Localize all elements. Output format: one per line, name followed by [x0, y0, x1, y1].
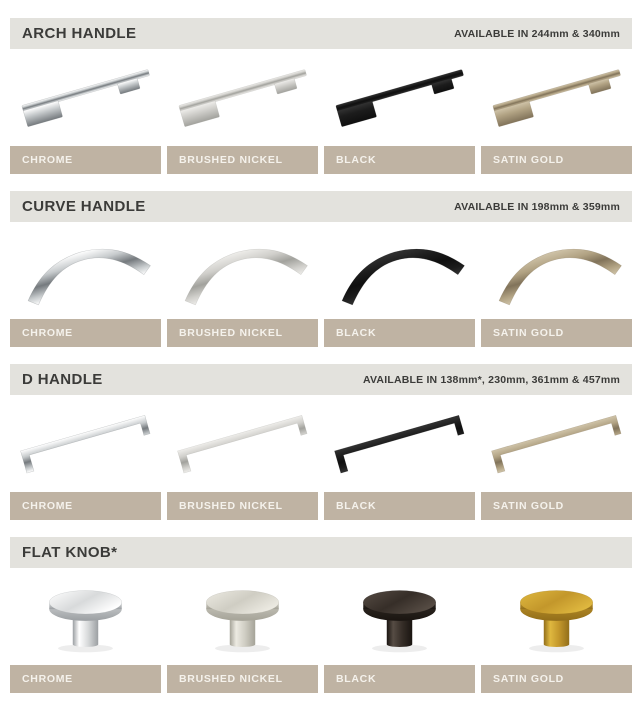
product-cell — [10, 395, 161, 520]
image-knob-chrome — [10, 568, 161, 665]
section-title: ARCH HANDLE — [22, 25, 137, 42]
section-flat-knob — [10, 537, 632, 693]
finish-label: CHROME — [10, 319, 161, 347]
finish-label: CHROME — [10, 492, 161, 520]
image-arch-satin-gold — [481, 49, 632, 146]
availability-text: AVAILABLE IN 198mm & 359mm — [454, 200, 620, 213]
product-cell — [481, 222, 632, 347]
product-cell — [167, 395, 318, 520]
image-arch-chrome — [10, 49, 161, 146]
product-row — [10, 222, 632, 347]
section-header — [10, 364, 632, 395]
section-header — [10, 18, 632, 49]
product-cell — [10, 222, 161, 347]
finish-label: BRUSHED NICKEL — [167, 319, 318, 347]
image-curve-chrome — [10, 222, 161, 319]
section-d-handle — [10, 364, 632, 520]
product-cell — [324, 222, 475, 347]
finish-label: CHROME — [10, 146, 161, 174]
finish-label: CHROME — [10, 665, 161, 693]
section-title: FLAT KNOB* — [22, 544, 118, 561]
product-row — [10, 568, 632, 693]
image-knob-satin-gold — [481, 568, 632, 665]
availability-text: AVAILABLE IN 138mm*, 230mm, 361mm & 457mm — [363, 373, 620, 386]
product-cell — [10, 568, 161, 693]
image-d-brushed-nickel — [167, 395, 318, 492]
image-arch-brushed-nickel — [167, 49, 318, 146]
product-cell — [481, 568, 632, 693]
product-cell — [167, 222, 318, 347]
section-header — [10, 191, 632, 222]
product-cell — [481, 49, 632, 174]
finish-label: SATIN GOLD — [481, 319, 632, 347]
section-arch-handle — [10, 18, 632, 174]
finish-label: SATIN GOLD — [481, 665, 632, 693]
product-cell — [324, 395, 475, 520]
product-cell — [481, 395, 632, 520]
product-cell — [10, 49, 161, 174]
image-knob-black — [324, 568, 475, 665]
product-cell — [167, 49, 318, 174]
product-row — [10, 49, 632, 174]
image-d-black — [324, 395, 475, 492]
finish-label: BRUSHED NICKEL — [167, 146, 318, 174]
finish-label: BRUSHED NICKEL — [167, 665, 318, 693]
image-d-satin-gold — [481, 395, 632, 492]
finish-label: BLACK — [324, 492, 475, 520]
finish-label: BLACK — [324, 319, 475, 347]
section-title: D HANDLE — [22, 371, 103, 388]
finish-label: SATIN GOLD — [481, 492, 632, 520]
finish-label: BLACK — [324, 146, 475, 174]
image-arch-black — [324, 49, 475, 146]
section-curve-handle — [10, 191, 632, 347]
product-cell — [324, 568, 475, 693]
finish-label: SATIN GOLD — [481, 146, 632, 174]
section-title: CURVE HANDLE — [22, 198, 146, 215]
section-header — [10, 537, 632, 568]
finish-label: BLACK — [324, 665, 475, 693]
image-curve-black — [324, 222, 475, 319]
image-curve-brushed-nickel — [167, 222, 318, 319]
image-d-chrome — [10, 395, 161, 492]
finish-label: BRUSHED NICKEL — [167, 492, 318, 520]
product-cell — [167, 568, 318, 693]
availability-text: AVAILABLE IN 244mm & 340mm — [454, 27, 620, 40]
image-knob-brushed-nickel — [167, 568, 318, 665]
product-cell — [324, 49, 475, 174]
image-curve-satin-gold — [481, 222, 632, 319]
product-row — [10, 395, 632, 520]
